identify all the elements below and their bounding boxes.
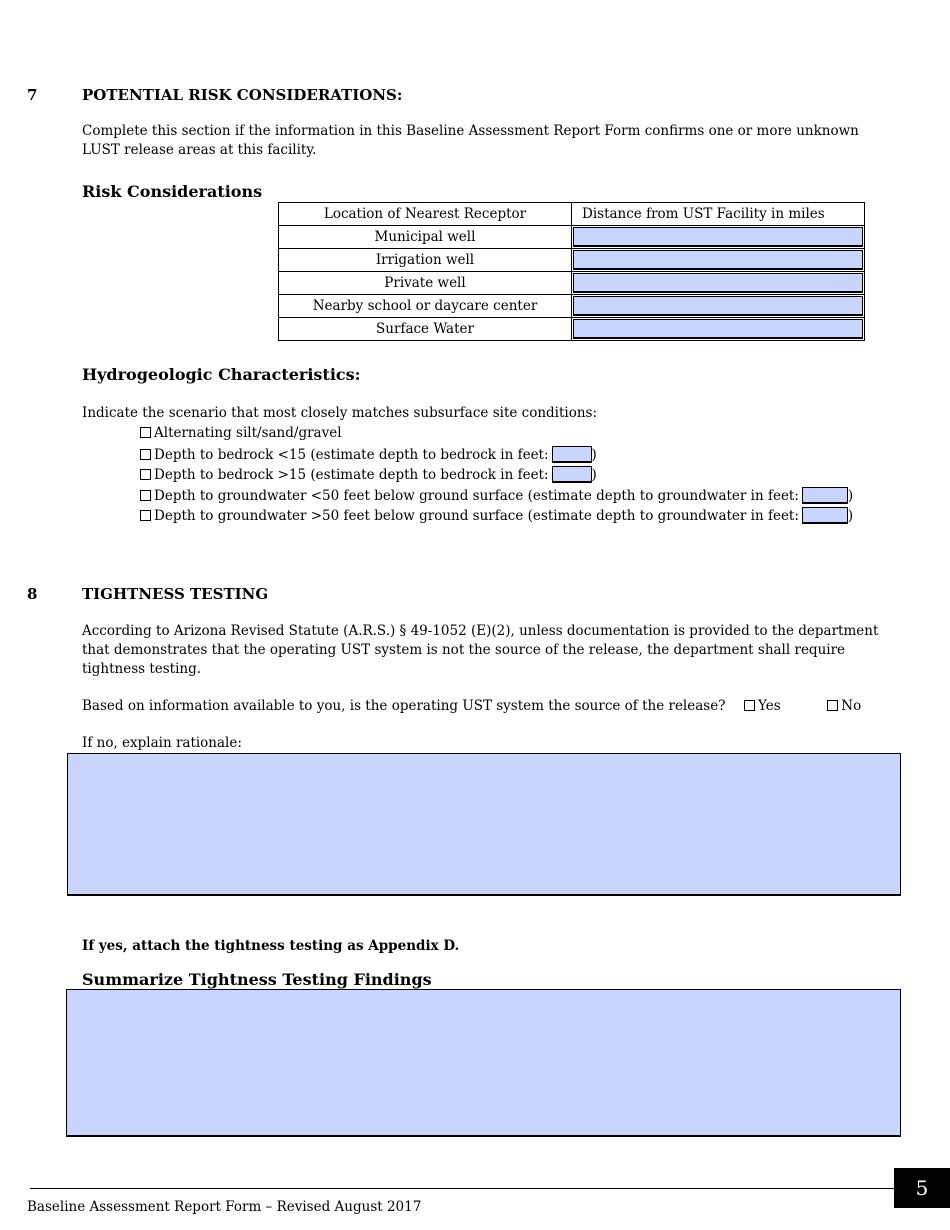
option-close: ) — [847, 487, 854, 504]
table-row — [279, 226, 865, 249]
bedrock-depth-field[interactable] — [552, 466, 592, 483]
option-groundwater-gt-50 — [140, 507, 853, 528]
hydrogeologic-prompt: Indicate the scenario that most closely matches subsurface site conditions: — [82, 405, 598, 421]
checkbox[interactable] — [140, 427, 151, 438]
hydrogeologic-heading: Hydrogeologic Characteristics: — [82, 365, 361, 384]
section-8-title: TIGHTNESS TESTING — [82, 585, 269, 603]
footer-rule — [30, 1188, 896, 1189]
yes-label: Yes — [758, 698, 781, 714]
receptor-label: Municipal well — [279, 226, 572, 249]
hydrogeologic-options — [140, 425, 853, 528]
receptor-label: Nearby school or daycare center — [279, 295, 572, 318]
source-question-row — [82, 698, 861, 714]
option-bedrock-lt-15 — [140, 446, 853, 467]
col-location-header: Location of Nearest Receptor — [279, 203, 572, 226]
private-well-distance-field[interactable] — [573, 273, 863, 293]
summary-heading: Summarize Tightness Testing Findings — [82, 970, 432, 989]
rationale-label: If no, explain rationale: — [82, 735, 242, 751]
bedrock-depth-field[interactable] — [552, 446, 592, 463]
no-label: No — [841, 698, 862, 714]
groundwater-depth-field[interactable] — [802, 507, 848, 524]
option-label: Depth to groundwater >50 feet below ground surface (estimate depth to groundwater in feet: — [154, 508, 799, 524]
summary-textarea[interactable] — [66, 989, 901, 1137]
irrigation-well-distance-field[interactable] — [573, 250, 863, 270]
section-8-number: 8 — [27, 585, 38, 603]
option-label: Depth to bedrock <15 (estimate depth to bedrock in feet: — [154, 446, 549, 463]
option-silt-sand-gravel — [140, 425, 853, 446]
source-question: Based on information available to you, is the operating UST system the source of the release? — [82, 698, 726, 714]
checkbox[interactable] — [140, 469, 151, 480]
table-row — [279, 295, 865, 318]
table-row — [279, 272, 865, 295]
section-7-intro: Complete this section if the information in this Baseline Assessment Report Form confirms one or more unknown LUST release areas at this facility. — [82, 123, 859, 158]
section-7-number: 7 — [27, 86, 38, 104]
risk-considerations-heading: Risk Considerations — [82, 182, 263, 201]
receptor-label: Private well — [279, 272, 572, 295]
groundwater-depth-field[interactable] — [802, 487, 848, 504]
risk-table-header — [279, 203, 865, 226]
option-label: Alternating silt/sand/gravel — [154, 425, 342, 441]
receptor-label: Irrigation well — [279, 249, 572, 272]
table-row — [279, 249, 865, 272]
table-row — [279, 318, 865, 341]
checkbox[interactable] — [140, 510, 151, 521]
option-close: ) — [847, 508, 854, 524]
option-close: ) — [591, 446, 597, 463]
municipal-well-distance-field[interactable] — [573, 227, 863, 247]
option-groundwater-lt-50 — [140, 487, 853, 508]
option-label: Depth to bedrock >15 (estimate depth to bedrock in feet: — [154, 467, 549, 483]
attach-note: If yes, attach the tightness testing as Appendix D. — [82, 938, 460, 954]
risk-table — [278, 202, 865, 341]
option-bedrock-gt-15 — [140, 466, 853, 487]
checkbox[interactable] — [140, 449, 151, 460]
yes-checkbox[interactable] — [744, 700, 755, 711]
page-number: 5 — [894, 1168, 950, 1208]
school-daycare-distance-field[interactable] — [573, 296, 863, 316]
surface-water-distance-field[interactable] — [573, 319, 863, 339]
option-close: ) — [591, 467, 597, 483]
footer-text: Baseline Assessment Report Form – Revised August 2017 — [27, 1199, 422, 1215]
no-checkbox[interactable] — [827, 700, 838, 711]
checkbox[interactable] — [140, 490, 151, 501]
rationale-textarea[interactable] — [67, 753, 901, 896]
option-label: Depth to groundwater <50 feet below ground surface (estimate depth to groundwater in feet: — [154, 487, 799, 504]
col-distance-header: Distance from UST Facility in miles — [572, 203, 865, 226]
receptor-label: Surface Water — [279, 318, 572, 341]
section-8-intro: According to Arizona Revised Statute (A.R.S.) § 49-1052 (E)(2), unless documentation is provided to the department that demonstrates that the operating UST system is not the source of the release, the department shall require tightness testing. — [82, 623, 879, 677]
section-7-title: POTENTIAL RISK CONSIDERATIONS: — [82, 86, 403, 104]
